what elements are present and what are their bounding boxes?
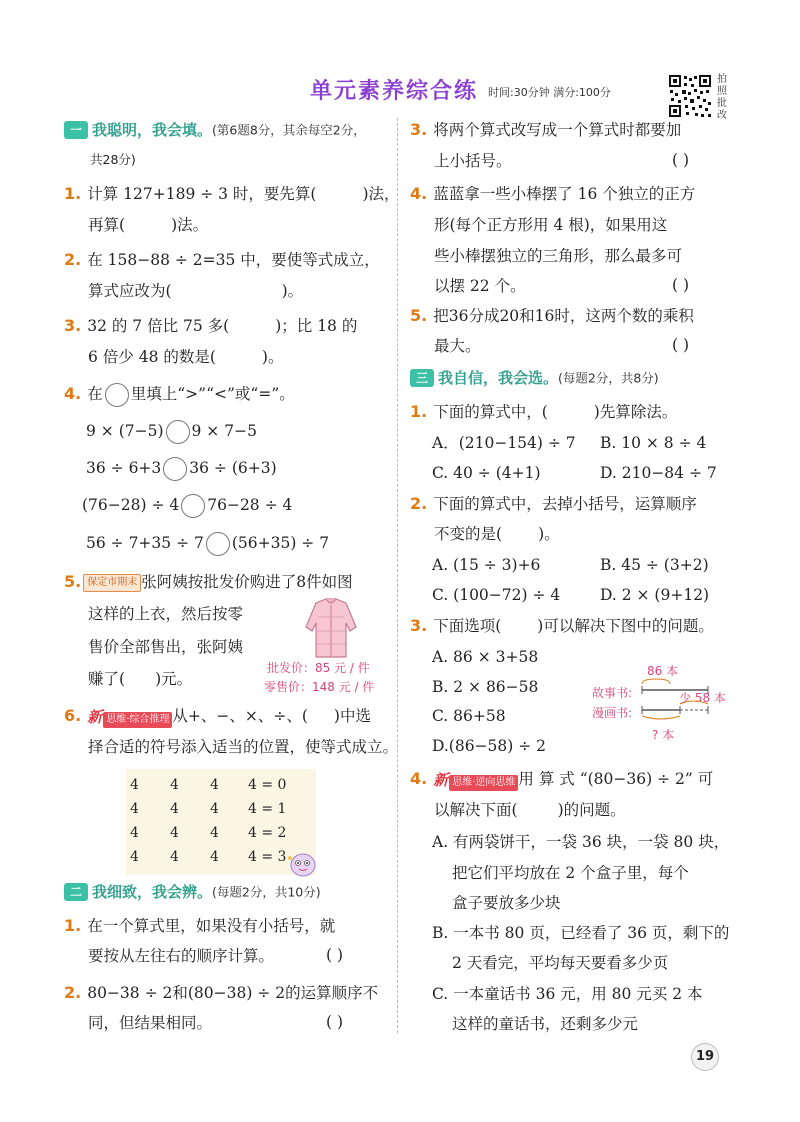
new-thinking-tag bbox=[433, 770, 518, 791]
s2-q3-text: 将两个算式改写成一个算式时都要加 bbox=[433, 121, 682, 139]
s2-q4-text: 形(每个正方形用 4 根)，如果用这 bbox=[434, 216, 668, 234]
option-a[interactable]: A. (15 ÷ 3)+6 bbox=[432, 556, 541, 574]
qr-code-icon[interactable] bbox=[668, 74, 712, 118]
s2-q5-number: 5. bbox=[410, 306, 428, 325]
s1-q3-text: 6 倍少 48 的数是( bbox=[88, 348, 216, 366]
s3-q2-text: 不变的是( bbox=[434, 525, 503, 543]
s3-q4-line1 bbox=[410, 769, 713, 791]
s1-q5-text: 赚了( bbox=[88, 670, 126, 688]
s2-q1-line1 bbox=[64, 916, 335, 936]
judge-blank[interactable]: ( ) bbox=[672, 151, 690, 169]
option-a[interactable]: A．(210−154) ÷ 7 bbox=[432, 434, 576, 452]
compare-row bbox=[86, 420, 257, 444]
diagram-comic-label: 漫画书: bbox=[592, 706, 633, 720]
s1-q3-line2 bbox=[88, 347, 283, 367]
equation-row bbox=[130, 797, 286, 821]
section-2-header bbox=[64, 881, 321, 903]
s1-q2-text: 算式应改为( bbox=[88, 282, 172, 300]
s1-q2-line2 bbox=[88, 281, 303, 301]
s2-q2-text: 同，但结果相同。 bbox=[88, 1014, 213, 1032]
s2-q3-text: 上小括号。 bbox=[434, 152, 512, 170]
s3-q1-text: 下面的算式中，( bbox=[433, 403, 548, 421]
option-c-cont: 这样的童话书，还剩多少元 bbox=[452, 1015, 639, 1033]
compare-circle[interactable] bbox=[206, 532, 230, 556]
s1-q5-text: )元。 bbox=[155, 670, 193, 688]
new-thinking-tag bbox=[87, 707, 172, 728]
bar-diagram bbox=[636, 676, 712, 728]
page-title: 单元素养综合练 bbox=[310, 79, 479, 104]
s3-q4-text: )的问题。 bbox=[557, 801, 626, 819]
equation-row bbox=[130, 773, 286, 797]
digit: 4 bbox=[130, 801, 139, 817]
digit: 4 bbox=[170, 777, 179, 793]
s2-q4-text: 以摆 22 个。 bbox=[434, 277, 526, 295]
s2-q1-text: 要按从左往右的顺序计算。 bbox=[88, 947, 275, 965]
diagram-story-label: 故事书: bbox=[592, 686, 633, 700]
jacket-illustration bbox=[296, 597, 366, 661]
digit: 4 bbox=[210, 801, 219, 817]
s1-q5-line4 bbox=[88, 669, 192, 689]
compare-row bbox=[82, 494, 292, 518]
s3-q2-line2 bbox=[434, 524, 560, 544]
judge-blank[interactable]: ( ) bbox=[326, 946, 344, 964]
s2-q1-number: 1. bbox=[64, 916, 82, 935]
digit: 4 bbox=[130, 849, 139, 865]
s3-q2-number: 2. bbox=[410, 494, 428, 513]
digit: 4 bbox=[170, 801, 179, 817]
s1-q2-line1 bbox=[64, 250, 380, 270]
digit: 4 bbox=[210, 777, 219, 793]
option-a-cont: 盒子要放多少块 bbox=[452, 894, 561, 912]
new-tag-text: 新 bbox=[433, 770, 449, 789]
digit: 4 bbox=[210, 825, 219, 841]
compare-right: 36 ÷ (6+3) bbox=[189, 459, 277, 477]
equation-row bbox=[130, 845, 286, 869]
option-b[interactable]: B. 2 × 86−58 bbox=[432, 678, 539, 696]
s3-q2-text: )。 bbox=[538, 525, 560, 543]
s2-q3-number: 3. bbox=[410, 120, 428, 139]
s2-q5-text: 最大。 bbox=[434, 337, 481, 355]
s2-q1-text: 在一个算式里，如果没有小括号，就 bbox=[87, 917, 336, 935]
section-3-title: 我自信，我会选。 bbox=[438, 369, 559, 387]
digit: 4 bbox=[170, 849, 179, 865]
compare-right: 76−28 ÷ 4 bbox=[207, 496, 293, 514]
s2-q4-text: 蓝蓝拿一些小棒摆了 16 个独立的正方 bbox=[433, 185, 696, 203]
section-3-badge: 三 bbox=[410, 369, 434, 387]
digit: 4 bbox=[170, 825, 179, 841]
s3-q3-text: 下面选项( bbox=[433, 617, 502, 635]
option-b[interactable]: B. 一本书 80 页，已经看了 36 页，剩下的 bbox=[432, 924, 730, 942]
s1-q3-number: 3. bbox=[64, 316, 82, 335]
option-b[interactable]: B. 45 ÷ (3+2) bbox=[600, 556, 709, 574]
option-b[interactable]: B. 10 × 8 ÷ 4 bbox=[600, 434, 707, 452]
compare-circle bbox=[105, 383, 129, 407]
s1-q6-text: 择合适的符号添入适当的位置，使等式成立。 bbox=[88, 738, 399, 756]
section-1-note: (第6题8分，其余每空2分， bbox=[212, 122, 366, 138]
digit-result: 4 = 0 bbox=[248, 777, 287, 793]
s1-q6-text: )中选 bbox=[333, 707, 371, 725]
s1-q5-number: 5. bbox=[64, 572, 82, 591]
s3-q3-line1 bbox=[410, 616, 714, 636]
option-c[interactable]: C. 40 ÷ (4+1) bbox=[432, 464, 541, 482]
retail-price: 零售价：148 元 / 件 bbox=[264, 680, 375, 694]
option-c[interactable]: C. 86+58 bbox=[432, 707, 506, 725]
s2-q2-line1 bbox=[64, 983, 378, 1003]
compare-right: 9 × 7−5 bbox=[191, 422, 257, 440]
s1-q5-text: 这样的上衣，然后按零 bbox=[88, 605, 244, 623]
diagram-86-label: 86 本 bbox=[647, 664, 679, 678]
s1-q4-text: 里填上“>”“<”或“=”。 bbox=[130, 385, 295, 403]
option-d[interactable]: D. 210−84 ÷ 7 bbox=[600, 464, 717, 482]
s3-q3-number: 3. bbox=[410, 616, 428, 635]
s1-q6-line1 bbox=[64, 706, 371, 728]
s3-q1-line1 bbox=[410, 402, 677, 422]
s3-q4-number: 4. bbox=[410, 769, 428, 788]
compare-left: 9 × (7−5) bbox=[86, 422, 164, 440]
s2-q5-text: 把36分成20和16时，这两个数的乘积 bbox=[433, 307, 694, 325]
s1-q1-text: )法， bbox=[362, 185, 400, 203]
s2-q5-line1 bbox=[410, 306, 694, 326]
s1-q4-prompt bbox=[64, 383, 295, 407]
page-number: 19 bbox=[691, 1043, 719, 1071]
time-score-info: 时间:30分钟 满分:100分 bbox=[488, 86, 611, 99]
s1-q6-number: 6. bbox=[64, 706, 82, 725]
compare-circle[interactable] bbox=[166, 420, 190, 444]
source-tag: 保定市期末 bbox=[83, 574, 141, 592]
digit-result: 4 = 3 bbox=[248, 849, 287, 865]
s3-q3-text: )可以解决下图中的问题。 bbox=[537, 617, 714, 635]
option-b-cont: 2 天看完，平均每天要看多少页 bbox=[452, 954, 669, 972]
option-a-cont: 把它们平均放在 2 个盒子里，每个 bbox=[452, 864, 689, 882]
section-1-badge: 一 bbox=[64, 121, 88, 139]
section-3-header bbox=[410, 367, 659, 389]
equation-table bbox=[130, 773, 286, 869]
qr-caption: 拍照批改 bbox=[717, 74, 727, 121]
option-d[interactable]: D. 2 × (9+12) bbox=[600, 586, 710, 604]
s1-q1-line2 bbox=[88, 215, 208, 235]
s3-q1-text: )先算除法。 bbox=[593, 403, 678, 421]
s1-q3-text: )。 bbox=[261, 348, 284, 366]
wholesale-price: 批发价：85 元 / 件 bbox=[267, 661, 370, 675]
compare-row bbox=[86, 532, 329, 556]
compare-left: 36 ÷ 6+3 bbox=[86, 459, 162, 477]
s1-q2-text: 在 158−88 ÷ 2=35 中，要使等式成立， bbox=[87, 251, 380, 269]
compare-circle[interactable] bbox=[163, 457, 187, 481]
s1-q5-line1 bbox=[64, 572, 353, 592]
s3-q4-text: 以解决下面( bbox=[434, 801, 518, 819]
section-2-badge: 二 bbox=[64, 883, 88, 901]
judge-blank[interactable]: ( ) bbox=[326, 1013, 344, 1031]
s2-q2-number: 2. bbox=[64, 983, 82, 1002]
s1-q1-text: 计算 127+189 ÷ 3 时，要先算( bbox=[87, 185, 317, 203]
new-tag-text: 新 bbox=[87, 707, 103, 726]
section-2-title: 我细致，我会辨。 bbox=[92, 883, 213, 901]
s1-q1-text: 再算( bbox=[88, 216, 126, 234]
s2-q3-line1 bbox=[410, 120, 681, 140]
compare-right: (56+35) ÷ 7 bbox=[231, 534, 330, 552]
option-d[interactable]: D.(86−58) ÷ 2 bbox=[432, 737, 547, 755]
section-1-title: 我聪明，我会填。 bbox=[92, 121, 213, 139]
digit: 4 bbox=[130, 777, 139, 793]
s1-q5-text: 售价全部售出，张阿姨 bbox=[88, 638, 244, 656]
section-3-note: (每题2分，共8分) bbox=[558, 370, 659, 386]
s2-q4-number: 4. bbox=[410, 184, 428, 203]
diagram-less-label: 少 58 本 bbox=[679, 691, 726, 705]
judge-blank[interactable]: ( ) bbox=[672, 276, 690, 294]
s2-q4-line1 bbox=[410, 184, 695, 204]
s1-q4-number: 4. bbox=[64, 384, 82, 403]
s1-q5-text: 张阿姨按批发价购进了8件如图 bbox=[141, 573, 353, 591]
s1-q2-number: 2. bbox=[64, 250, 82, 269]
section-1-note-cont: 共28分) bbox=[90, 152, 136, 167]
s1-q2-text: )。 bbox=[281, 282, 304, 300]
s3-q1-number: 1. bbox=[410, 402, 428, 421]
digit: 4 bbox=[130, 825, 139, 841]
s1-q3-text: )；比 18 的 bbox=[275, 317, 358, 335]
s3-q2-text: 下面的算式中，去掉小括号，运算顺序 bbox=[433, 495, 697, 513]
s2-q4-text: 些小棒摆独立的三角形，那么最多可 bbox=[434, 247, 683, 265]
compare-left: (76−28) ÷ 4 bbox=[82, 496, 180, 514]
option-c[interactable]: C. 一本童话书 36 元，用 80 元买 2 本 bbox=[432, 985, 703, 1003]
section-2-note: (每题2分，共10分) bbox=[212, 884, 321, 900]
compare-left: 56 ÷ 7+35 ÷ 7 bbox=[86, 534, 204, 552]
column-divider bbox=[397, 118, 398, 1033]
option-a[interactable]: A. 有两袋饼干，一袋 36 块，一袋 80 块， bbox=[432, 833, 730, 851]
judge-blank[interactable]: ( ) bbox=[672, 336, 690, 354]
digit-result: 4 = 2 bbox=[248, 825, 287, 841]
option-c[interactable]: C. (100−72) ÷ 4 bbox=[432, 586, 561, 604]
s1-q4-text: 在 bbox=[87, 385, 103, 403]
compare-row bbox=[86, 457, 277, 481]
s3-q2-line1 bbox=[410, 494, 697, 514]
s2-q2-text: 80−38 ÷ 2和(80−38) ÷ 2的运算顺序不 bbox=[87, 984, 379, 1002]
option-a[interactable]: A. 86 × 3+58 bbox=[432, 648, 539, 666]
s1-q3-line1 bbox=[64, 316, 357, 336]
compare-circle[interactable] bbox=[181, 494, 205, 518]
diagram-question-label: ? 本 bbox=[652, 728, 675, 742]
digit: 4 bbox=[210, 849, 219, 865]
new-tag-label: 思维·逆向思维 bbox=[449, 775, 518, 791]
s3-q4-line2 bbox=[434, 800, 626, 820]
s1-q3-text: 32 的 7 倍比 75 多( bbox=[87, 317, 230, 335]
s3-q4-text: 用 算 式 “(80−36) ÷ 2” 可 bbox=[518, 770, 714, 788]
s1-q1-number: 1. bbox=[64, 184, 82, 203]
equation-row bbox=[130, 821, 286, 845]
digit-result: 4 = 1 bbox=[248, 801, 287, 817]
s1-q1-text: )法。 bbox=[171, 216, 209, 234]
new-tag-label: 思维·综合推理 bbox=[103, 712, 172, 728]
s1-q1-line1 bbox=[64, 184, 400, 204]
mascot-icon bbox=[286, 848, 320, 878]
s1-q6-text: 从+、−、×、÷、( bbox=[172, 707, 308, 725]
section-1-header bbox=[64, 119, 366, 141]
